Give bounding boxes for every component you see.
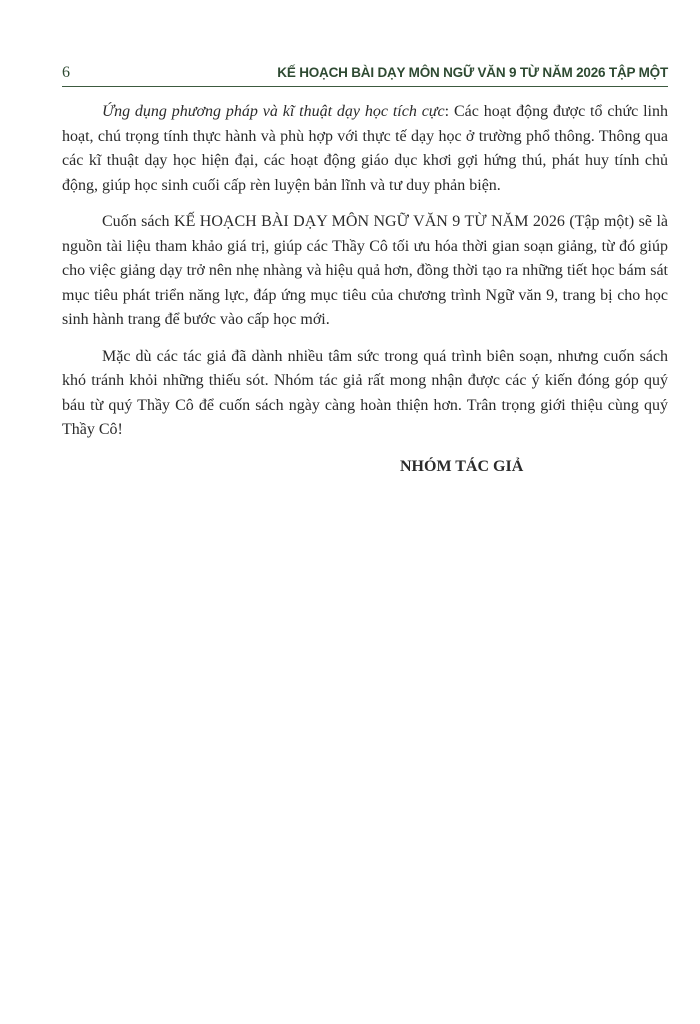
book-title: KẾ HOẠCH BÀI DẠY MÔN NGỮ VĂN 9 TỪ NĂM 2026 TẬP MỘT [277,65,668,80]
paragraph-lead-italic: Ứng dụng phương pháp và kĩ thuật dạy học tích cực [102,103,445,120]
paragraph-closing: Mặc dù các tác giả đã dành nhiều tâm sức trong quá trình biên soạn, nhưng cuốn sách khó tránh khỏi những thiếu sót. Nhóm tác giả rất mong nhận được các ý kiến đóng góp quý báu từ quý Thầy Cô để cuốn sách ngày càng hoàn thiện hơn. Trân trọng giới thiệu cùng quý Thầy Cô! [62,347,668,438]
author-signature: NHÓM TÁC GIẢ [400,457,524,475]
page-number: 6 [62,64,70,81]
running-header [62,62,668,87]
paragraph-active-teaching [62,100,668,198]
body-text [62,100,668,479]
paragraph-book-value: Cuốn sách KẾ HOẠCH BÀI DẠY MÔN NGỮ VĂN 9 TỪ NĂM 2026 (Tập một) sẽ là nguồn tài liệu tham khảo giá trị, giúp các Thầy Cô tối ưu hóa thời gian soạn giảng, từ đó giúp cho việc giảng dạy trở nên nhẹ nhàng và hiệu quả hơn, đồng thời tạo ra những tiết học bám sát mục tiêu phát triển năng lực, đáp ứng mục tiêu của chương trình Ngữ văn 9, trang bị cho học sinh hành trang để bước vào cấp học mới. [62,213,668,328]
paragraph-text: : Các hoạt động được tổ chức linh hoạt, chú trọng tính thực hành và phù hợp với thực tế dạy học ở trường phổ thông. Thông qua các kĩ thuật dạy học hiện đại, các hoạt động giáo dục khơi gợi hứng thú, phát huy tính chủ động, giúp học sinh cuối cấp rèn luyện bản lĩnh và tư duy phản biện. [62,103,669,194]
